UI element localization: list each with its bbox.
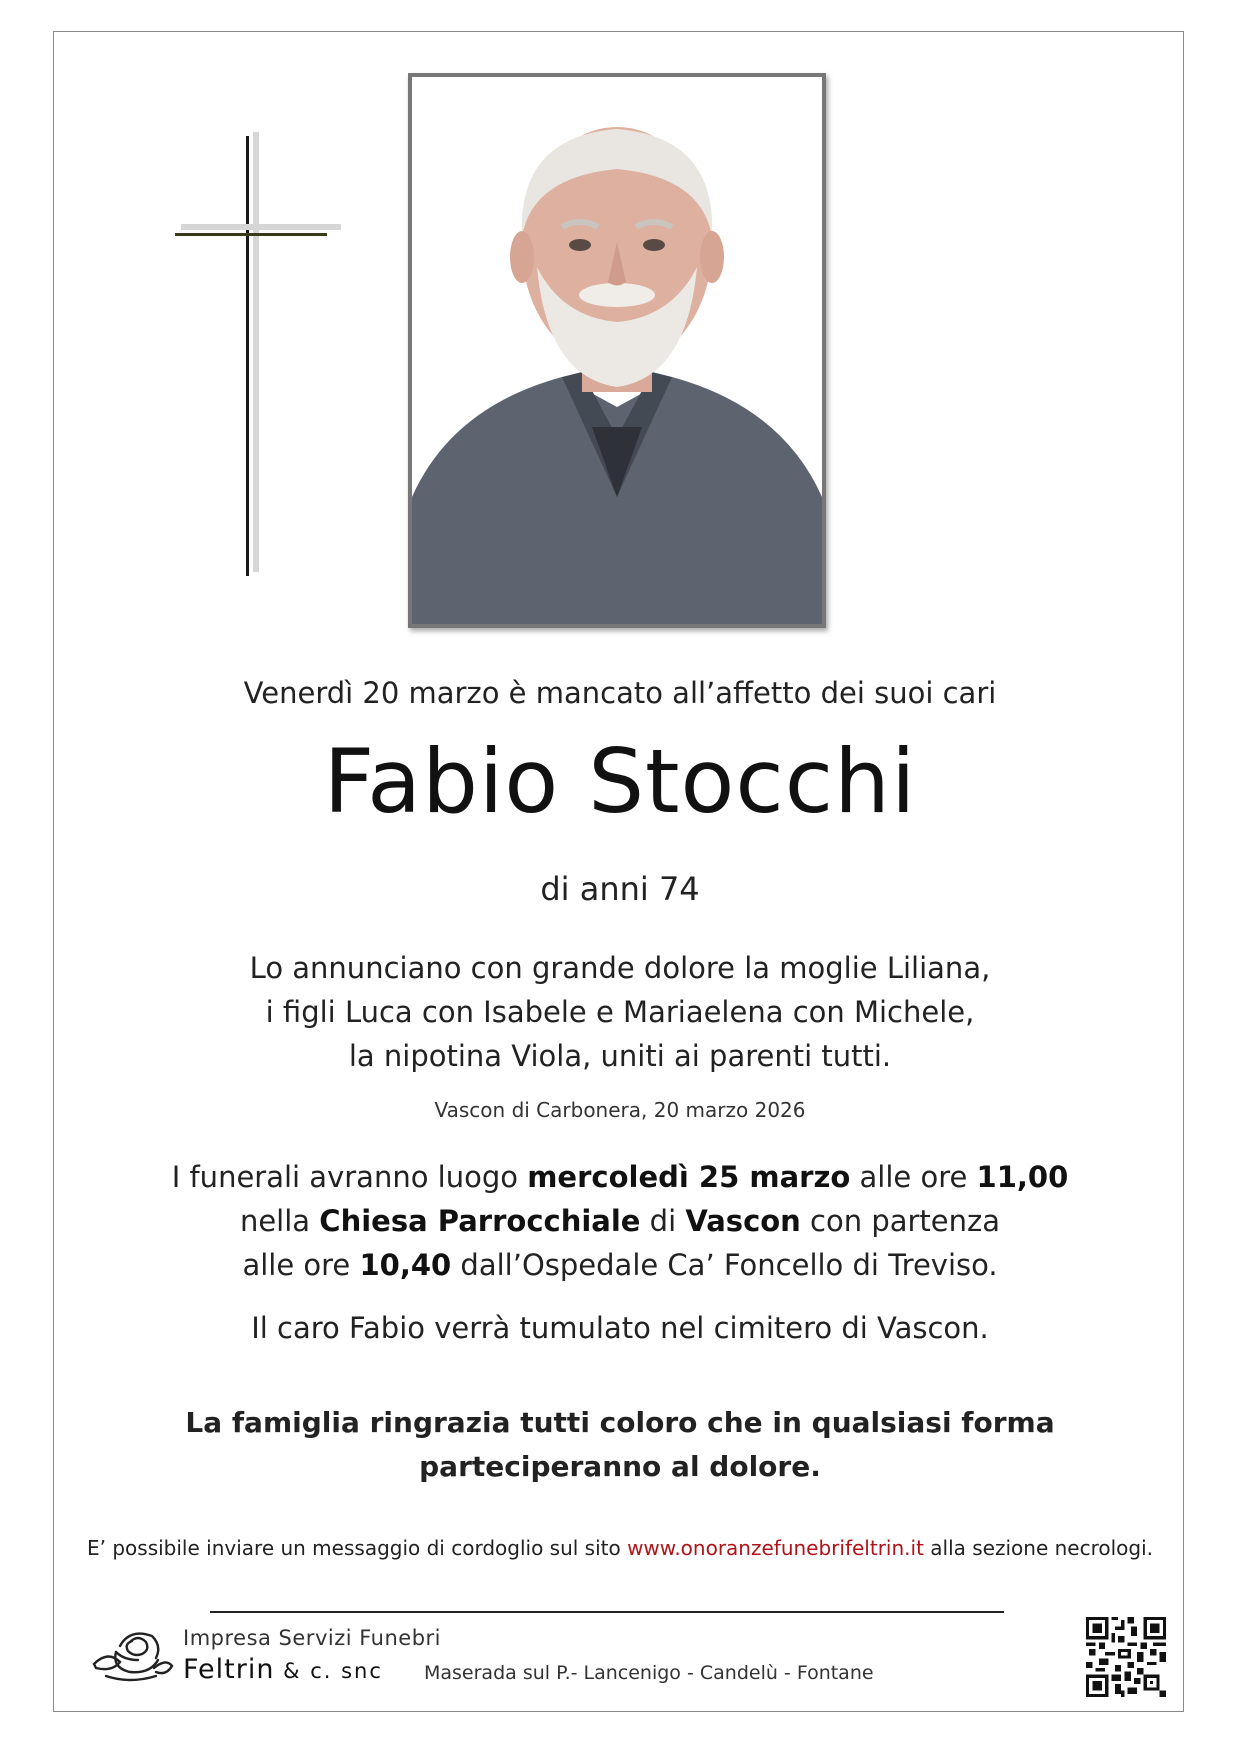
departure-time: 10,40 xyxy=(359,1248,452,1282)
rose-logo-icon xyxy=(86,1624,174,1686)
funeral-text: con partenza xyxy=(800,1204,1001,1238)
thanks-line: La famiglia ringrazia tutti coloro che in qualsiasi forma xyxy=(185,1406,1055,1439)
funeral-details xyxy=(0,1155,1240,1287)
announcement xyxy=(0,946,1240,1078)
funeral-text: dall’Ospedale Ca’ Foncello di Treviso. xyxy=(451,1248,998,1282)
company-type: Impresa Servizi Funebri xyxy=(183,1626,442,1650)
funeral-church: Chiesa Parrocchiale xyxy=(319,1204,641,1238)
funeral-time: 11,00 xyxy=(976,1160,1069,1194)
condolence-text: E’ possibile inviare un messaggio di cordoglio sul sito xyxy=(87,1536,628,1560)
company-name-main: Feltrin xyxy=(183,1654,275,1685)
funeral-date: mercoledì 25 marzo xyxy=(527,1160,851,1194)
place-date: Vascon di Carbonera, 20 marzo 2026 xyxy=(434,1098,806,1122)
announcement-line: Lo annunciano con grande dolore la moglie Liliana, xyxy=(249,951,991,985)
family-thanks xyxy=(0,1401,1240,1489)
deceased-age: di anni 74 xyxy=(540,870,700,908)
funeral-text: nella xyxy=(239,1204,320,1238)
intro-text: Venerdì 20 marzo è mancato all’affetto dei suoi cari xyxy=(243,676,997,710)
website-link[interactable]: www.onoranzefunebrifeltrin.it xyxy=(627,1536,924,1560)
company-name-suffix: & c. snc xyxy=(274,1659,383,1683)
funeral-text: alle ore xyxy=(242,1248,360,1282)
funeral-line xyxy=(0,1243,1240,1287)
qr-code-icon[interactable] xyxy=(1086,1617,1166,1697)
condolence-text: alla sezione necrologi. xyxy=(923,1536,1153,1560)
announcement-line: la nipotina Viola, uniti ai parenti tutti. xyxy=(348,1039,892,1073)
announcement-line: i figli Luca con Isabele e Mariaelena con Michele, xyxy=(265,995,975,1029)
funeral-town: Vascon xyxy=(685,1204,801,1238)
divider xyxy=(210,1611,1004,1613)
funeral-text: di xyxy=(640,1204,686,1238)
portrait-photo xyxy=(408,73,826,628)
condolence-note xyxy=(0,1536,1240,1560)
deceased-name: Fabio Stocchi xyxy=(323,730,917,833)
company-name xyxy=(183,1654,383,1685)
funeral-line xyxy=(0,1155,1240,1199)
cross-icon xyxy=(175,132,345,582)
burial-text: Il caro Fabio verrà tumulato nel cimitero di Vascon. xyxy=(251,1311,989,1345)
company-locations: Maserada sul P.- Lancenigo - Candelù - Fontane xyxy=(424,1662,874,1684)
funeral-text: I funerali avranno luogo xyxy=(171,1160,528,1194)
funeral-line xyxy=(0,1199,1240,1243)
funeral-text: alle ore xyxy=(850,1160,977,1194)
thanks-line: parteciperanno al dolore. xyxy=(419,1450,821,1483)
